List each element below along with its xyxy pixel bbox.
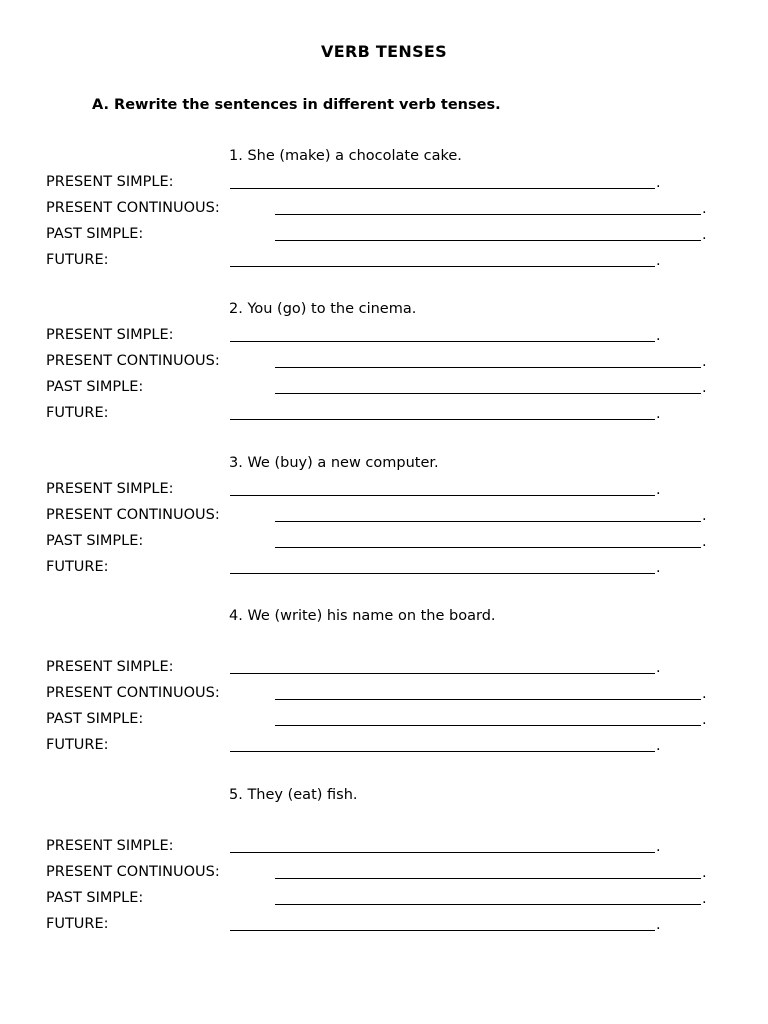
answer-end-period: . (656, 917, 661, 933)
answer-end-period: . (702, 891, 707, 907)
exercise-2 (0, 301, 768, 461)
past-simple-label: PAST SIMPLE: (46, 379, 144, 395)
future-label: FUTURE: (46, 737, 109, 753)
present-continuous-row (0, 507, 768, 527)
present-simple-label: PRESENT SIMPLE: (46, 174, 174, 190)
present-simple-label: PRESENT SIMPLE: (46, 659, 174, 675)
future-label: FUTURE: (46, 916, 109, 932)
page-title: VERB TENSES (321, 42, 447, 61)
present-simple-row (0, 174, 768, 194)
present-simple-answer-line[interactable] (230, 188, 655, 189)
answer-end-period: . (656, 253, 661, 269)
future-answer-line[interactable] (230, 573, 655, 574)
past-simple-label: PAST SIMPLE: (46, 533, 144, 549)
instruction-text: A. Rewrite the sentences in different verb tenses. (92, 97, 501, 113)
present-simple-row (0, 838, 768, 858)
present-continuous-answer-line[interactable] (275, 699, 701, 700)
past-simple-row (0, 379, 768, 399)
answer-end-period: . (702, 201, 707, 217)
exercise-sentence: 5. They (eat) fish. (229, 787, 358, 803)
answer-end-period: . (656, 482, 661, 498)
answer-end-period: . (702, 354, 707, 370)
past-simple-label: PAST SIMPLE: (46, 711, 144, 727)
present-simple-answer-line[interactable] (230, 341, 655, 342)
past-simple-answer-line[interactable] (275, 393, 701, 394)
answer-end-period: . (702, 227, 707, 243)
future-row (0, 737, 768, 757)
future-row (0, 405, 768, 425)
future-row (0, 559, 768, 579)
future-answer-line[interactable] (230, 266, 655, 267)
exercise-sentence: 2. You (go) to the cinema. (229, 301, 417, 317)
present-continuous-label: PRESENT CONTINUOUS: (46, 864, 220, 880)
present-continuous-row (0, 353, 768, 373)
present-continuous-row (0, 864, 768, 884)
future-answer-line[interactable] (230, 751, 655, 752)
answer-end-period: . (656, 328, 661, 344)
future-answer-line[interactable] (230, 930, 655, 931)
present-continuous-label: PRESENT CONTINUOUS: (46, 200, 220, 216)
present-continuous-row (0, 685, 768, 705)
present-simple-answer-line[interactable] (230, 673, 655, 674)
present-continuous-answer-line[interactable] (275, 878, 701, 879)
answer-end-period: . (702, 686, 707, 702)
present-simple-label: PRESENT SIMPLE: (46, 838, 174, 854)
present-simple-row (0, 481, 768, 501)
present-simple-label: PRESENT SIMPLE: (46, 327, 174, 343)
answer-end-period: . (656, 738, 661, 754)
exercise-sentence: 1. She (make) a chocolate cake. (229, 148, 462, 164)
exercise-3 (0, 455, 768, 615)
answer-end-period: . (656, 406, 661, 422)
answer-end-period: . (656, 839, 661, 855)
future-row (0, 252, 768, 272)
answer-end-period: . (702, 712, 707, 728)
exercise-5 (0, 787, 768, 947)
past-simple-answer-line[interactable] (275, 725, 701, 726)
future-row (0, 916, 768, 936)
present-continuous-label: PRESENT CONTINUOUS: (46, 353, 220, 369)
present-simple-answer-line[interactable] (230, 852, 655, 853)
past-simple-row (0, 890, 768, 910)
past-simple-label: PAST SIMPLE: (46, 226, 144, 242)
present-simple-row (0, 327, 768, 347)
present-simple-answer-line[interactable] (230, 495, 655, 496)
present-continuous-label: PRESENT CONTINUOUS: (46, 507, 220, 523)
future-answer-line[interactable] (230, 419, 655, 420)
answer-end-period: . (702, 380, 707, 396)
past-simple-row (0, 711, 768, 731)
exercise-sentence: 3. We (buy) a new computer. (229, 455, 439, 471)
present-continuous-answer-line[interactable] (275, 521, 701, 522)
answer-end-period: . (702, 534, 707, 550)
present-continuous-answer-line[interactable] (275, 214, 701, 215)
past-simple-row (0, 226, 768, 246)
past-simple-row (0, 533, 768, 553)
exercise-1 (0, 148, 768, 308)
answer-end-period: . (656, 560, 661, 576)
past-simple-label: PAST SIMPLE: (46, 890, 144, 906)
present-simple-row (0, 659, 768, 679)
present-continuous-answer-line[interactable] (275, 367, 701, 368)
answer-end-period: . (656, 175, 661, 191)
future-label: FUTURE: (46, 252, 109, 268)
future-label: FUTURE: (46, 405, 109, 421)
exercise-4 (0, 608, 768, 768)
present-simple-label: PRESENT SIMPLE: (46, 481, 174, 497)
past-simple-answer-line[interactable] (275, 904, 701, 905)
present-continuous-row (0, 200, 768, 220)
present-continuous-label: PRESENT CONTINUOUS: (46, 685, 220, 701)
future-label: FUTURE: (46, 559, 109, 575)
past-simple-answer-line[interactable] (275, 547, 701, 548)
exercise-sentence: 4. We (write) his name on the board. (229, 608, 496, 624)
answer-end-period: . (702, 865, 707, 881)
past-simple-answer-line[interactable] (275, 240, 701, 241)
answer-end-period: . (702, 508, 707, 524)
answer-end-period: . (656, 660, 661, 676)
